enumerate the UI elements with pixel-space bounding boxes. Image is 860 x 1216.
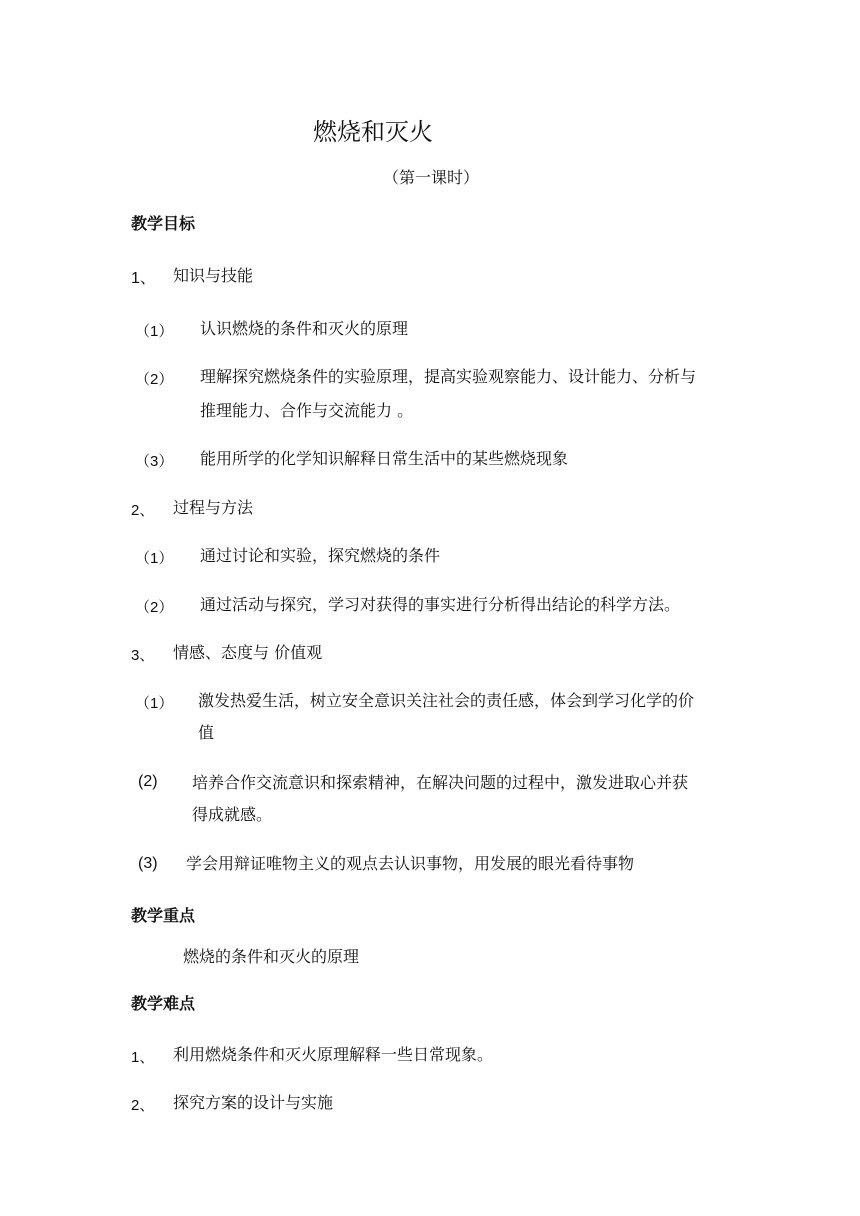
group3-item3-text: 学会用辩证唯物主义的观点去认识事物，用发展的眼光看待事物 <box>186 854 635 873</box>
group2-number: 2、 <box>131 502 155 519</box>
group3-item1-line2: 值 <box>198 723 215 742</box>
key-points-text: 燃烧的条件和灭火的原理 <box>183 947 360 966</box>
group2-item1-number: （1） <box>135 550 174 567</box>
group3-item1-line1: 激发热爱生活，树立安全意识关注社会的责任感，体会到学习化学的价 <box>198 691 695 710</box>
group2-label: 过程与方法 <box>173 498 254 517</box>
group3-item3-number: (3) <box>138 855 158 872</box>
group3-number: 3、 <box>131 647 155 664</box>
group1-item1-text: 认识燃烧的条件和灭火的原理 <box>200 319 409 338</box>
group3-item2-number: (2) <box>138 773 158 790</box>
difficulty1-number: 1、 <box>131 1049 155 1066</box>
group1-label: 知识与技能 <box>173 266 254 285</box>
key-points-heading: 教学重点 <box>131 906 196 925</box>
group1-item3-text: 能用所学的化学知识解释日常生活中的某些燃烧现象 <box>200 449 569 468</box>
group1-number: 1、 <box>131 270 156 287</box>
group1-item2-line2: 推理能力、合作与交流能力 。 <box>200 401 414 420</box>
group2-item2-number: （2） <box>135 599 174 616</box>
group3-item2-line2: 得成就感。 <box>192 805 273 824</box>
group2-item1-text: 通过讨论和实验，探究燃烧的条件 <box>200 546 441 565</box>
objectives-heading: 教学目标 <box>131 214 196 233</box>
group1-item1-number: （1） <box>135 323 174 340</box>
group1-item2-line1: 理解探究燃烧条件的实验原理，提高实验观察能力、设计能力、分析与 <box>200 367 697 386</box>
difficulties-heading: 教学难点 <box>131 994 196 1013</box>
difficulty2-text: 探究方案的设计与实施 <box>173 1093 334 1112</box>
group3-item2-line1: 培养合作交流意识和探索精神，在解决问题的过程中，激发进取心并获 <box>192 773 689 792</box>
group1-item2-number: （2） <box>135 371 174 388</box>
group1-item3-number: （3） <box>135 453 174 470</box>
document-subtitle: （第一课时） <box>383 168 480 187</box>
document-title: 燃烧和灭火 <box>313 118 433 146</box>
group3-item1-number: （1） <box>135 695 174 712</box>
group3-label: 情感、态度与 价值观 <box>173 643 323 662</box>
group2-item2-text: 通过活动与探究，学习对获得的事实进行分析得出结论的科学方法。 <box>200 595 681 614</box>
difficulty1-text: 利用燃烧条件和灭火原理解释一些日常现象。 <box>173 1045 494 1064</box>
difficulty2-number: 2、 <box>131 1097 155 1114</box>
